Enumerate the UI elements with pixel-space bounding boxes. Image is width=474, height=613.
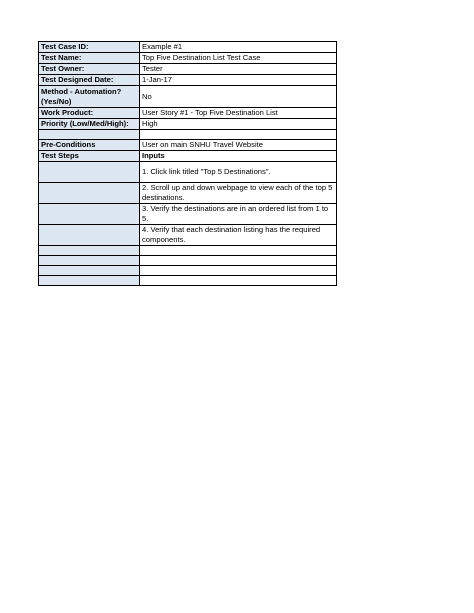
empty-label-cell [39, 246, 140, 256]
label-preconditions: Pre-Conditions [39, 140, 140, 151]
label-method-automation: Method - Automation? (Yes/No) [39, 86, 140, 108]
row-test-owner [39, 64, 337, 75]
value-test-case-id[interactable]: Example #1 [140, 42, 337, 53]
label-priority: Priority (Low/Med/High): [39, 119, 140, 130]
empty-label-cell [39, 276, 140, 286]
step-1-input[interactable]: 1. Click link titled "Top 5 Destinations". [140, 162, 337, 183]
row-step-4 [39, 225, 337, 246]
row-step-1 [39, 162, 337, 183]
row-priority [39, 119, 337, 130]
step-4-input[interactable]: 4. Verify that each destination listing has the required components. [140, 225, 337, 246]
step-3-input[interactable]: 3. Verify the destinations are in an ordered list from 1 to 5. [140, 204, 337, 225]
step-2-input[interactable]: 2. Scroll up and down webpage to view each of the top 5 destinations. [140, 183, 337, 204]
label-test-case-id: Test Case ID: [39, 42, 140, 53]
label-test-designed-date: Test Designed Date: [39, 75, 140, 86]
row-empty-4 [39, 276, 337, 286]
row-test-case-id [39, 42, 337, 53]
test-case-table [38, 41, 337, 286]
row-method-automation [39, 86, 337, 108]
value-work-product[interactable]: User Story #1 - Top Five Destination List [140, 108, 337, 119]
row-empty-2 [39, 256, 337, 266]
value-preconditions[interactable]: User on main SNHU Travel Website [140, 140, 337, 151]
spacer-label-cell [39, 130, 140, 140]
row-step-2 [39, 183, 337, 204]
empty-input-cell[interactable] [140, 256, 337, 266]
empty-input-cell[interactable] [140, 246, 337, 256]
label-test-name: Test Name: [39, 53, 140, 64]
row-step-3 [39, 204, 337, 225]
row-test-designed-date [39, 75, 337, 86]
row-empty-3 [39, 266, 337, 276]
empty-label-cell [39, 266, 140, 276]
row-spacer [39, 130, 337, 140]
step-4-label-cell [39, 225, 140, 246]
value-priority[interactable]: High [140, 119, 337, 130]
row-empty-1 [39, 246, 337, 256]
spacer-value-cell [140, 130, 337, 140]
value-test-designed-date[interactable]: 1-Jan-17 [140, 75, 337, 86]
label-test-owner: Test Owner: [39, 64, 140, 75]
step-1-label-cell [39, 162, 140, 183]
empty-input-cell[interactable] [140, 266, 337, 276]
empty-label-cell [39, 256, 140, 266]
label-work-product: Work Product: [39, 108, 140, 119]
row-steps-header [39, 151, 337, 162]
row-work-product [39, 108, 337, 119]
value-test-name[interactable]: Top Five Destination List Test Case [140, 53, 337, 64]
empty-input-cell[interactable] [140, 276, 337, 286]
row-test-name [39, 53, 337, 64]
label-test-steps: Test Steps [39, 151, 140, 162]
value-test-owner[interactable]: Tester [140, 64, 337, 75]
value-method-automation[interactable]: No [140, 86, 337, 108]
step-3-label-cell [39, 204, 140, 225]
step-2-label-cell [39, 183, 140, 204]
label-inputs: Inputs [140, 151, 337, 162]
row-preconditions [39, 140, 337, 151]
